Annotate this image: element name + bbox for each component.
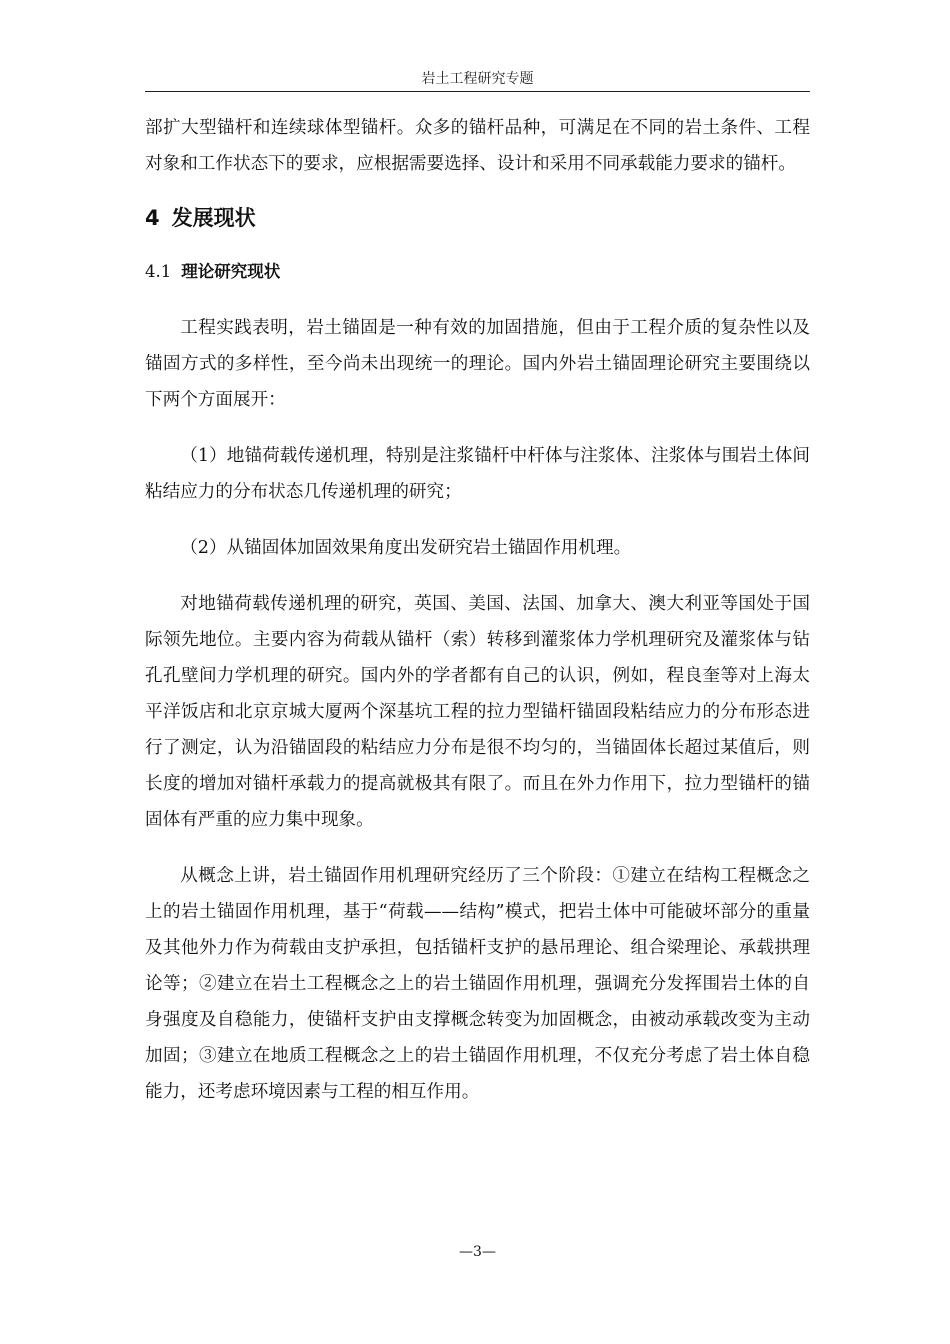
body-text [145, 110, 810, 1110]
section-heading-4 [145, 200, 810, 236]
list-item-1: （1）地锚荷载传递机理，特别是注浆锚杆中杆体与注浆体、注浆体与围岩土体间粘结应力的分布状态几传递机理的研究； [145, 446, 810, 502]
subsection-title: 理论研究现状 [181, 262, 281, 281]
header-rule [145, 91, 810, 92]
page-number: —3— [459, 1244, 496, 1260]
section-number: 4 [145, 206, 160, 230]
section-title: 发展现状 [171, 206, 256, 230]
list-item-2: （2）从锚固体加固效果角度出发研究岩土锚固作用机理。 [180, 538, 632, 558]
paragraph-3: 从概念上讲，岩土锚固作用机理研究经历了三个阶段：①建立在结构工程概念之上的岩土锚固作用机理，基于“荷载——结构”模式，把岩土体中可能破坏部分的重量及其他外力作为荷载由支护承担，包括锚杆支护的悬吊理论、组合梁理论、承载拱理论等；②建立在岩土工程概念之上的岩土锚固作用机理，强调充分发挥围岩土体的自身强度及自稳能力，使锚杆支护由支撑概念转变为加固概念，由被动承载改变为主动加固；③建立在地质工程概念之上的岩土锚固作用机理，不仅充分考虑了岩土体自稳能力，还考虑环境因素与工程的相互作用。 [145, 866, 810, 1102]
paragraph-2: 对地锚荷载传递机理的研究，英国、美国、法国、加拿大、澳大利亚等国处于国际领先地位。主要内容为荷载从锚杆（索）转移到灌浆体力学机理研究及灌浆体与钻孔孔壁间力学机理的研究。国内外的学者都有自己的认识，例如，程良奎等对上海太平洋饭店和北京京城大厦两个深基坑工程的拉力型锚杆锚固段粘结应力的分布形态进行了测定，认为沿锚固段的粘结应力分布是很不均匀的，当锚固体长超过某值后，则长度的增加对锚杆承载力的提高就极其有限了。而且在外力作用下，拉力型锚杆的锚固体有严重的应力集中现象。 [145, 594, 810, 830]
subsection-heading-4-1 [145, 254, 810, 290]
subsection-number: 4.1 [145, 262, 172, 281]
running-header: 岩土工程研究专题 [421, 71, 534, 87]
paragraph-1: 工程实践表明，岩土锚固是一种有效的加固措施，但由于工程介质的复杂性以及锚固方式的多样性，至今尚未出现统一的理论。国内外岩土锚固理论研究主要围绕以下两个方面展开： [145, 318, 810, 410]
paragraph-intro: 部扩大型锚杆和连续球体型锚杆。众多的锚杆品种，可满足在不同的岩土条件、工程对象和工作状态下的要求，应根据需要选择、设计和采用不同承载能力要求的锚杆。 [145, 118, 810, 174]
